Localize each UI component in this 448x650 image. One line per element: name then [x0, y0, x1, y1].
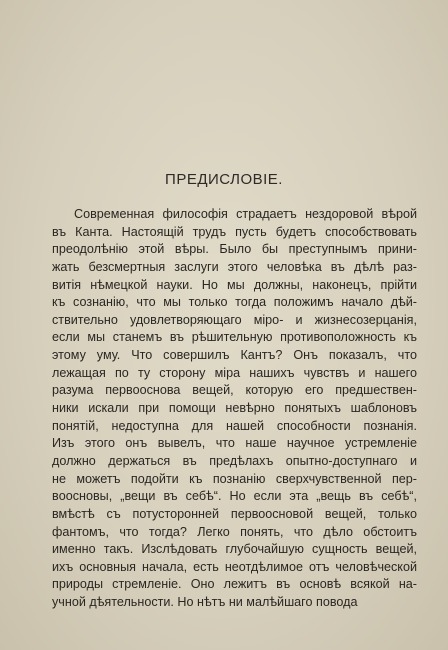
text-line: именно такъ. Изслѣдовать глубочайшую сущность вещей, — [52, 542, 417, 557]
text-line: въ Канта. Настоящій трудъ пусть будетъ способствовать — [52, 224, 417, 239]
text-line: Изъ этого онъ вывелъ, что наше научное устремленіе — [52, 436, 417, 451]
text-line: къ сознанію, что мы только тогда положимъ начало дѣй- — [52, 295, 417, 310]
text-line: природы стремленіе. Оно лежитъ въ основѣ всякой на- — [52, 577, 417, 592]
text-line: понятій, недоступна для нашей способности познанія. — [52, 418, 417, 433]
text-line: преодолѣнію этой вѣры. Было бы преступнымъ прини- — [52, 242, 417, 257]
text-line: если мы станемъ въ рѣшительную противоположность къ — [52, 330, 417, 345]
text-line: фантомъ, что тогда? Легко понять, что дѣло обстоитъ — [52, 524, 417, 539]
text-line: витія нѣмецкой науки. Но мы должны, наконецъ, прійти — [52, 277, 417, 292]
text-line: этому уму. Что совершилъ Кантъ? Онъ показалъ, что — [52, 348, 417, 363]
text-line: разума первооснова вещей, которую его предшествен- — [52, 383, 417, 398]
text-line: учной дѣятельности. Но нѣтъ ни малѣйшаго повода — [52, 595, 358, 610]
body-paragraph — [52, 206, 417, 612]
text-line: должно держаться въ предѣлахъ опытно-доступнаго и — [52, 453, 417, 468]
text-line: Современная философія страдаетъ нездоровой вѣрой — [74, 207, 417, 221]
text-line: не можетъ подойти къ познанію сверхчувственной пер- — [52, 471, 417, 486]
page-title: ПРЕДИСЛОВІЕ. — [165, 171, 283, 188]
text-line: лежащая по ту сторону міра нашихъ чувствъ и нашего — [52, 365, 417, 380]
text-line: вмѣстѣ съ потусторонней первоосновой вещей, только — [52, 506, 417, 521]
text-line: ихъ основныя начала, есть неотдѣлимое отъ человѣческой — [52, 559, 417, 574]
text-line: ники искали при помощи невѣрно понятыхъ шаблоновъ — [52, 401, 417, 416]
text-line: жать безсмертныя заслуги этого человѣка въ дѣлѣ раз- — [52, 259, 417, 274]
text-line: ствительно удовлетворяющаго міро- и жизнесозерцанія, — [52, 312, 417, 327]
text-line: вoосновы, „вещи въ себѣ“. Но если эта „вещь въ себѣ“, — [52, 489, 417, 504]
